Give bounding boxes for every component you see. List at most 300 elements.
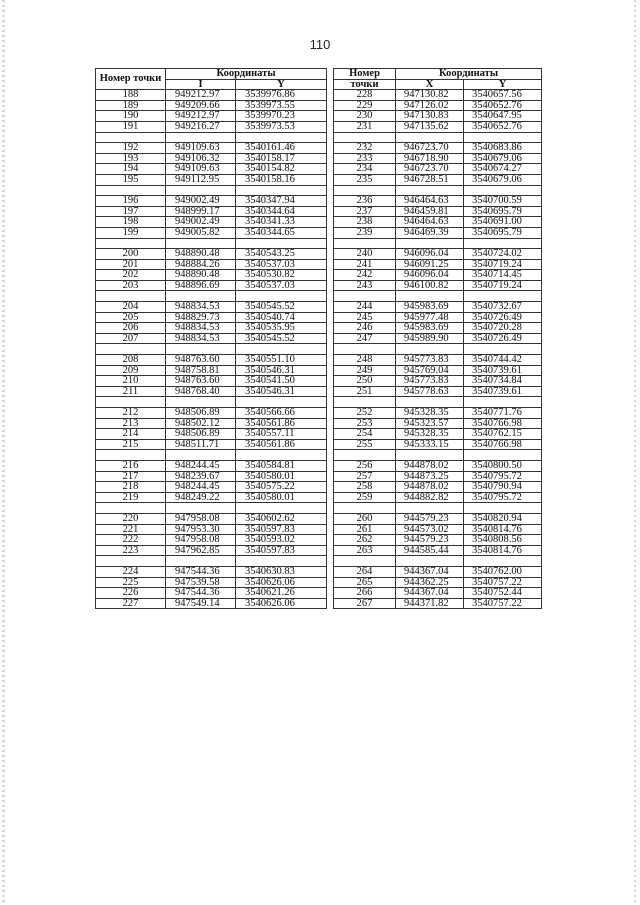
point-number-cell: 234 [334, 164, 396, 175]
x-coordinate-cell: 945778.63 [396, 386, 464, 397]
y-coordinate-cell: 3540700.59 [464, 196, 542, 207]
point-number-cell: 191 [96, 121, 166, 132]
point-number-cell: 220 [96, 513, 166, 524]
coordinates-header: Координаты [166, 69, 327, 80]
point-number-cell: 253 [334, 418, 396, 429]
y-coordinate-cell: 3540657.56 [464, 90, 542, 101]
x-coordinate-cell: 948758.81 [166, 365, 236, 376]
group-spacer-row [334, 397, 542, 408]
table-row [334, 471, 542, 482]
group-spacer-row [96, 185, 327, 196]
empty-cell [396, 344, 464, 355]
x-coordinate-cell: 948244.45 [166, 482, 236, 493]
table-row [96, 408, 327, 419]
group-spacer-row [334, 291, 542, 302]
x-coordinate-cell: 945977.48 [396, 312, 464, 323]
table-row [96, 545, 327, 556]
y-coordinate-cell: 3540757.22 [464, 577, 542, 588]
point-number-cell: 212 [96, 408, 166, 419]
point-number-cell: 197 [96, 206, 166, 217]
x-coordinate-cell: 948768.40 [166, 386, 236, 397]
x-coordinate-cell: 945983.69 [396, 302, 464, 313]
point-number-cell: 190 [96, 111, 166, 122]
point-number-cell: 204 [96, 302, 166, 313]
empty-cell [96, 450, 166, 461]
point-number-cell: 263 [334, 545, 396, 556]
point-number-cell: 203 [96, 280, 166, 291]
point-number-cell: 258 [334, 482, 396, 493]
table-row [334, 598, 542, 609]
group-spacer-row [96, 397, 327, 408]
y-coordinate-cell: 3540537.03 [236, 280, 327, 291]
x-coordinate-cell: 946091.25 [396, 259, 464, 270]
table-row [334, 566, 542, 577]
table-row [334, 227, 542, 238]
empty-cell [166, 450, 236, 461]
table-row [96, 90, 327, 101]
table-row [96, 365, 327, 376]
y-coordinate-cell: 3540719.24 [464, 259, 542, 270]
group-spacer-row [96, 344, 327, 355]
table-row [96, 588, 327, 599]
point-number-cell: 259 [334, 492, 396, 503]
x-coordinate-cell: 948890.48 [166, 270, 236, 281]
y-coordinate-cell: 3540575.22 [236, 482, 327, 493]
point-number-cell: 188 [96, 90, 166, 101]
point-number-cell: 226 [96, 588, 166, 599]
y-coordinate-cell: 3540695.79 [464, 206, 542, 217]
point-number-cell: 231 [334, 121, 396, 132]
x-coordinate-cell: 946469.39 [396, 227, 464, 238]
x-coordinate-cell: 945769.04 [396, 365, 464, 376]
table-row [96, 535, 327, 546]
point-number-cell: 248 [334, 355, 396, 366]
y-coordinate-cell: 3540695.79 [464, 227, 542, 238]
table-row [334, 206, 542, 217]
table-row [334, 280, 542, 291]
point-number-cell: 222 [96, 535, 166, 546]
empty-cell [166, 397, 236, 408]
group-spacer-row [96, 132, 327, 143]
point-number-cell: 247 [334, 333, 396, 344]
table-row [334, 365, 542, 376]
table-row [96, 333, 327, 344]
point-number-cell: 209 [96, 365, 166, 376]
table-row [96, 386, 327, 397]
x-coordinate-cell: 944367.04 [396, 588, 464, 599]
table-row [96, 270, 327, 281]
x-coordinate-cell: 945983.69 [396, 323, 464, 334]
table-row [334, 429, 542, 440]
table-row [96, 598, 327, 609]
table-row [334, 408, 542, 419]
y-coordinate-cell: 3540647.95 [464, 111, 542, 122]
x-coordinate-cell: 949109.63 [166, 143, 236, 154]
x-coordinate-cell: 948834.53 [166, 323, 236, 334]
x-column-header: X [396, 79, 464, 90]
x-coordinate-cell: 949216.27 [166, 121, 236, 132]
group-spacer-row [334, 503, 542, 514]
empty-cell [166, 344, 236, 355]
x-coordinate-cell: 946096.04 [396, 249, 464, 260]
table-row [334, 143, 542, 154]
empty-cell [334, 132, 396, 143]
empty-cell [236, 503, 327, 514]
y-coordinate-cell: 3540541.50 [236, 376, 327, 387]
point-number-cell: 229 [334, 100, 396, 111]
point-number-cell: 213 [96, 418, 166, 429]
x-coordinate-cell: 945328.35 [396, 408, 464, 419]
y-coordinate-cell: 3540800.50 [464, 460, 542, 471]
x-coordinate-cell: 948244.45 [166, 460, 236, 471]
point-number-header: Номер точки [96, 69, 166, 90]
table-row [96, 418, 327, 429]
table-row [96, 524, 327, 535]
table-row [96, 249, 327, 260]
empty-cell [334, 291, 396, 302]
x-coordinate-cell: 948896.69 [166, 280, 236, 291]
y-coordinate-cell: 3540766.98 [464, 439, 542, 450]
y-coordinate-cell: 3540344.64 [236, 206, 327, 217]
x-coordinate-cell: 944573.02 [396, 524, 464, 535]
table-row [334, 153, 542, 164]
x-coordinate-cell: 947135.62 [396, 121, 464, 132]
y-coordinate-cell: 3540543.25 [236, 249, 327, 260]
empty-cell [96, 397, 166, 408]
table-row [334, 111, 542, 122]
point-number-cell: 193 [96, 153, 166, 164]
point-number-cell: 240 [334, 249, 396, 260]
group-spacer-row [334, 185, 542, 196]
table-row [334, 418, 542, 429]
x-column-header: I [166, 79, 236, 90]
empty-cell [464, 238, 542, 249]
table-row [334, 217, 542, 228]
empty-cell [396, 503, 464, 514]
y-coordinate-cell: 3539976.86 [236, 90, 327, 101]
x-coordinate-cell: 944882.82 [396, 492, 464, 503]
empty-cell [396, 450, 464, 461]
table-row [96, 302, 327, 313]
point-number-cell: 256 [334, 460, 396, 471]
empty-cell [96, 291, 166, 302]
x-coordinate-cell: 947544.36 [166, 588, 236, 599]
point-number-cell: 266 [334, 588, 396, 599]
x-coordinate-cell: 948763.60 [166, 355, 236, 366]
point-number-cell: 216 [96, 460, 166, 471]
point-number-cell: 264 [334, 566, 396, 577]
x-coordinate-cell: 949002.49 [166, 196, 236, 207]
y-coordinate-cell: 3540720.28 [464, 323, 542, 334]
table-row [96, 482, 327, 493]
empty-cell [96, 185, 166, 196]
y-coordinate-cell: 3540752.44 [464, 588, 542, 599]
table-row [334, 577, 542, 588]
table-row [96, 196, 327, 207]
point-number-cell: 199 [96, 227, 166, 238]
y-column-header: Y [236, 79, 327, 90]
y-coordinate-cell: 3540734.84 [464, 376, 542, 387]
empty-cell [96, 238, 166, 249]
point-number-cell: 257 [334, 471, 396, 482]
empty-cell [236, 238, 327, 249]
point-number-cell: 261 [334, 524, 396, 535]
table-row [96, 206, 327, 217]
x-coordinate-cell: 946096.04 [396, 270, 464, 281]
y-coordinate-cell: 3540561.86 [236, 418, 327, 429]
y-coordinate-cell: 3540597.83 [236, 524, 327, 535]
y-coordinate-cell: 3540674.27 [464, 164, 542, 175]
x-coordinate-cell: 944585.44 [396, 545, 464, 556]
y-coordinate-cell: 3540762.15 [464, 429, 542, 440]
point-number-cell: 252 [334, 408, 396, 419]
point-number-cell: 217 [96, 471, 166, 482]
point-number-cell: 241 [334, 259, 396, 270]
table-row [96, 429, 327, 440]
y-coordinate-cell: 3540557.11 [236, 429, 327, 440]
point-number-cell: 233 [334, 153, 396, 164]
point-number-cell: 265 [334, 577, 396, 588]
point-number-cell: 208 [96, 355, 166, 366]
x-coordinate-cell: 945333.15 [396, 439, 464, 450]
table-row [96, 312, 327, 323]
table-row [334, 302, 542, 313]
table-row [334, 588, 542, 599]
empty-cell [396, 291, 464, 302]
empty-cell [236, 132, 327, 143]
empty-cell [236, 450, 327, 461]
coordinates-table-left [95, 68, 327, 609]
y-coordinate-cell: 3540545.52 [236, 333, 327, 344]
empty-cell [334, 450, 396, 461]
point-number-cell: 194 [96, 164, 166, 175]
table-row [334, 460, 542, 471]
group-spacer-row [96, 556, 327, 567]
table-row [334, 100, 542, 111]
y-coordinate-cell: 3540726.49 [464, 312, 542, 323]
table-row [96, 323, 327, 334]
y-coordinate-cell: 3540630.83 [236, 566, 327, 577]
y-coordinate-cell: 3540814.76 [464, 545, 542, 556]
x-coordinate-cell: 947953.30 [166, 524, 236, 535]
point-number-cell: 207 [96, 333, 166, 344]
x-coordinate-cell: 944878.02 [396, 460, 464, 471]
x-coordinate-cell: 946464.63 [396, 217, 464, 228]
y-coordinate-cell: 3540814.76 [464, 524, 542, 535]
y-coordinate-cell: 3540626.06 [236, 598, 327, 609]
table-row [334, 323, 542, 334]
empty-cell [464, 450, 542, 461]
group-spacer-row [334, 450, 542, 461]
x-coordinate-cell: 948890.48 [166, 249, 236, 260]
table-row [96, 111, 327, 122]
empty-cell [96, 132, 166, 143]
point-number-cell: 232 [334, 143, 396, 154]
point-number-cell: 214 [96, 429, 166, 440]
group-spacer-row [96, 291, 327, 302]
table-row [96, 460, 327, 471]
point-number-cell: 224 [96, 566, 166, 577]
y-coordinate-cell: 3540652.76 [464, 100, 542, 111]
y-coordinate-cell: 3540584.81 [236, 460, 327, 471]
table-row [96, 577, 327, 588]
point-number-cell: 205 [96, 312, 166, 323]
table-row [334, 524, 542, 535]
x-coordinate-cell: 944579.23 [396, 535, 464, 546]
table-row [96, 164, 327, 175]
empty-cell [396, 556, 464, 567]
group-spacer-row [334, 238, 542, 249]
coordinates-table-right [333, 68, 542, 609]
empty-cell [464, 132, 542, 143]
table-row [334, 355, 542, 366]
x-coordinate-cell: 946100.82 [396, 280, 464, 291]
y-coordinate-cell: 3540561.86 [236, 439, 327, 450]
group-spacer-row [96, 238, 327, 249]
y-coordinate-cell: 3539970.23 [236, 111, 327, 122]
table-row [334, 259, 542, 270]
point-number-cell: 255 [334, 439, 396, 450]
x-coordinate-cell: 949212.97 [166, 111, 236, 122]
y-coordinate-cell: 3540158.16 [236, 174, 327, 185]
x-coordinate-cell: 945989.90 [396, 333, 464, 344]
y-coordinate-cell: 3539973.55 [236, 100, 327, 111]
y-coordinate-cell: 3540679.06 [464, 153, 542, 164]
y-coordinate-cell: 3540537.03 [236, 259, 327, 270]
table-row [334, 90, 542, 101]
table-row [334, 164, 542, 175]
y-coordinate-cell: 3540551.10 [236, 355, 327, 366]
x-coordinate-cell: 948506.89 [166, 429, 236, 440]
y-coordinate-cell: 3540719.24 [464, 280, 542, 291]
empty-cell [334, 238, 396, 249]
group-spacer-row [334, 556, 542, 567]
x-coordinate-cell: 944873.25 [396, 471, 464, 482]
y-coordinate-cell: 3540344.65 [236, 227, 327, 238]
point-number-cell: 189 [96, 100, 166, 111]
scan-edge-left [2, 0, 5, 905]
scan-edge-right [634, 0, 636, 905]
y-coordinate-cell: 3540732.67 [464, 302, 542, 313]
point-number-cell: 228 [334, 90, 396, 101]
table-row [96, 259, 327, 270]
point-number-cell: 195 [96, 174, 166, 185]
table-row [334, 492, 542, 503]
x-coordinate-cell: 947130.82 [396, 90, 464, 101]
x-coordinate-cell: 945328.35 [396, 429, 464, 440]
table-row [96, 153, 327, 164]
point-number-cell: 246 [334, 323, 396, 334]
table-row [334, 196, 542, 207]
table-row [334, 535, 542, 546]
x-coordinate-cell: 946723.70 [396, 143, 464, 154]
empty-cell [236, 185, 327, 196]
point-number-cell: 196 [96, 196, 166, 207]
empty-cell [166, 132, 236, 143]
y-coordinate-cell: 3540158.17 [236, 153, 327, 164]
y-coordinate-cell: 3540545.52 [236, 302, 327, 313]
table-row [96, 100, 327, 111]
point-number-cell: 202 [96, 270, 166, 281]
y-coordinate-cell: 3540347.94 [236, 196, 327, 207]
empty-cell [464, 503, 542, 514]
y-coordinate-cell: 3540691.00 [464, 217, 542, 228]
table-row [334, 482, 542, 493]
table-row [334, 312, 542, 323]
x-coordinate-cell: 948249.22 [166, 492, 236, 503]
empty-cell [396, 397, 464, 408]
point-number-cell: 210 [96, 376, 166, 387]
y-coordinate-cell: 3540683.86 [464, 143, 542, 154]
y-coordinate-cell: 3540161.46 [236, 143, 327, 154]
empty-cell [166, 238, 236, 249]
x-coordinate-cell: 946728.51 [396, 174, 464, 185]
y-coordinate-cell: 3540744.42 [464, 355, 542, 366]
empty-cell [96, 344, 166, 355]
x-coordinate-cell: 948999.17 [166, 206, 236, 217]
table-row [96, 280, 327, 291]
y-coordinate-cell: 3540652.76 [464, 121, 542, 132]
empty-cell [464, 291, 542, 302]
table-row [334, 376, 542, 387]
point-number-cell: 223 [96, 545, 166, 556]
table-row [96, 355, 327, 366]
y-column-header: Y [464, 79, 542, 90]
point-number-cell: 243 [334, 280, 396, 291]
table-body-right [334, 90, 542, 609]
point-number-cell: 245 [334, 312, 396, 323]
table-row [96, 227, 327, 238]
x-coordinate-cell: 946464.63 [396, 196, 464, 207]
empty-cell [236, 397, 327, 408]
y-coordinate-cell: 3540808.56 [464, 535, 542, 546]
y-coordinate-cell: 3540771.76 [464, 408, 542, 419]
empty-cell [334, 344, 396, 355]
table-row [334, 249, 542, 260]
empty-cell [334, 397, 396, 408]
point-number-cell: 250 [334, 376, 396, 387]
table-row [334, 386, 542, 397]
x-coordinate-cell: 947958.08 [166, 513, 236, 524]
x-coordinate-cell: 948834.53 [166, 333, 236, 344]
empty-cell [96, 556, 166, 567]
empty-cell [464, 185, 542, 196]
x-coordinate-cell: 947549.14 [166, 598, 236, 609]
empty-cell [166, 503, 236, 514]
group-spacer-row [334, 132, 542, 143]
x-coordinate-cell: 946718.90 [396, 153, 464, 164]
table-row [334, 121, 542, 132]
empty-cell [396, 132, 464, 143]
empty-cell [464, 397, 542, 408]
x-coordinate-cell: 949209.66 [166, 100, 236, 111]
y-coordinate-cell: 3540621.26 [236, 588, 327, 599]
y-coordinate-cell: 3540602.62 [236, 513, 327, 524]
table-row [96, 566, 327, 577]
point-number-cell: 242 [334, 270, 396, 281]
group-spacer-row [96, 503, 327, 514]
point-number-cell: 254 [334, 429, 396, 440]
y-coordinate-cell: 3540714.45 [464, 270, 542, 281]
point-number-cell: 192 [96, 143, 166, 154]
group-spacer-row [96, 450, 327, 461]
table-row [334, 174, 542, 185]
empty-cell [334, 556, 396, 567]
y-coordinate-cell: 3540757.22 [464, 598, 542, 609]
y-coordinate-cell: 3540766.98 [464, 418, 542, 429]
point-number-cell: 225 [96, 577, 166, 588]
empty-cell [236, 556, 327, 567]
